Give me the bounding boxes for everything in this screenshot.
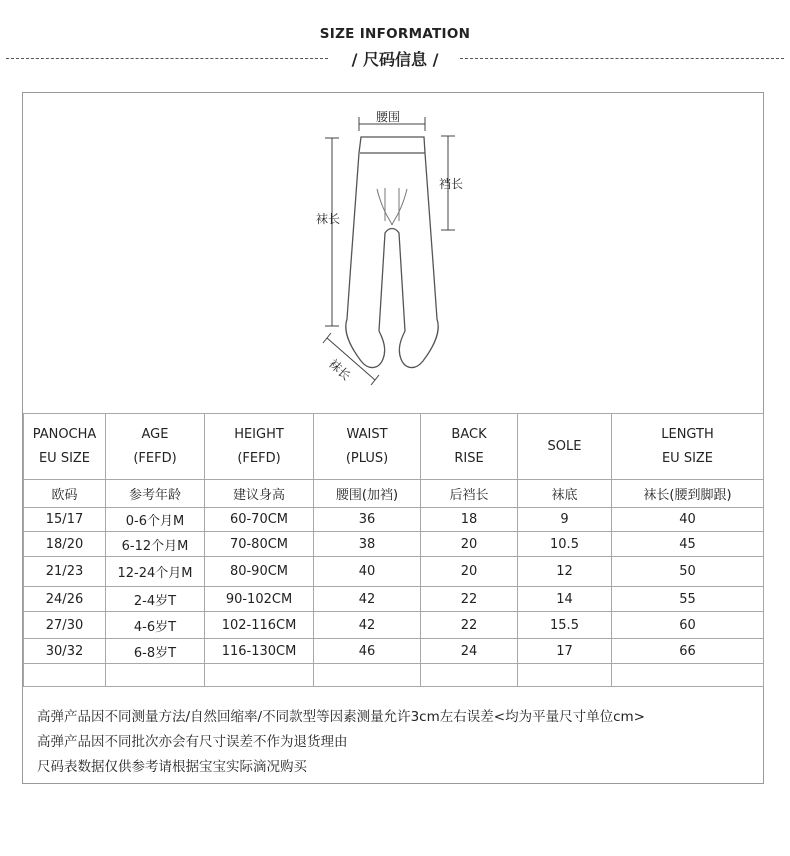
header-cell: AGE (FEFD)	[106, 414, 205, 480]
table-row	[24, 557, 764, 587]
table-cell: 0-6个月M	[106, 508, 205, 532]
header-subtitle: / 尺码信息 /	[351, 50, 439, 69]
header-cell: PANOCHA EU SIZE	[24, 414, 106, 480]
diagram-label-sole: 袜长	[326, 356, 354, 384]
table-cell: 60-70CM	[205, 508, 314, 532]
table-cell: 20	[421, 532, 518, 557]
table-cell: 30/32	[24, 639, 106, 664]
table-cell: 40	[612, 508, 764, 532]
tights-illustration	[346, 137, 438, 368]
table-cell: 38	[314, 532, 421, 557]
sole-arrow-tick-bottom	[371, 375, 379, 385]
table-cell: 14	[518, 587, 612, 612]
table-row	[24, 639, 764, 664]
table-cell: 55	[612, 587, 764, 612]
table-cell: 22	[421, 587, 518, 612]
size-table	[23, 413, 764, 687]
table-cell: 12-24个月M	[106, 557, 205, 587]
table-cell	[106, 664, 205, 687]
table-cell	[518, 664, 612, 687]
table-cell: 116-130CM	[205, 639, 314, 664]
cn-header-cell: 袜底	[518, 480, 612, 508]
table-cell: 42	[314, 587, 421, 612]
table-cell	[612, 664, 764, 687]
table-cell: 21/23	[24, 557, 106, 587]
table-cell: 18/20	[24, 532, 106, 557]
table-cell: 50	[612, 557, 764, 587]
table-cell: 17	[518, 639, 612, 664]
table-cell: 66	[612, 639, 764, 664]
note-line: 高弹产品因不同测量方法/自然回缩率/不同款型等因素测量允许3cm左右误差<均为平量尺寸单位cm>	[37, 709, 645, 725]
table-cell: 24	[421, 639, 518, 664]
table-cell: 22	[421, 612, 518, 639]
table-cell: 90-102CM	[205, 587, 314, 612]
header-cell: HEIGHT (FEFD)	[205, 414, 314, 480]
table-row-empty	[24, 664, 764, 687]
table-cell	[421, 664, 518, 687]
note-line: 尺码表数据仅供参考请根据宝宝实际滴况购买	[37, 759, 307, 775]
header-cell: WAIST (PLUS)	[314, 414, 421, 480]
table-cell: 60	[612, 612, 764, 639]
table-cell: 45	[612, 532, 764, 557]
table-cell	[205, 664, 314, 687]
header-subtitle-row	[0, 45, 790, 71]
cn-header-cell: 参考年龄	[106, 480, 205, 508]
cn-header-cell: 建议身高	[205, 480, 314, 508]
size-chart-frame	[22, 92, 764, 784]
table-row	[24, 508, 764, 532]
diagram-label-rise: 裆长	[439, 177, 464, 191]
table-cell: 102-116CM	[205, 612, 314, 639]
table-cell: 27/30	[24, 612, 106, 639]
diagram-label-waist: 腰围	[376, 110, 401, 124]
header-cell: LENGTH EU SIZE	[612, 414, 764, 480]
table-row	[24, 587, 764, 612]
cn-header-cell: 后裆长	[421, 480, 518, 508]
table-cell: 2-4岁T	[106, 587, 205, 612]
table-cell: 15/17	[24, 508, 106, 532]
table-row	[24, 532, 764, 557]
table-cell: 6-12个月M	[106, 532, 205, 557]
cn-header-cell: 欧码	[24, 480, 106, 508]
table-cell: 24/26	[24, 587, 106, 612]
table-cell: 46	[314, 639, 421, 664]
note-line: 高弹产品因不同批次亦会有尺寸误差不作为退货理由	[37, 734, 348, 750]
tights-diagram	[23, 93, 763, 413]
notes	[37, 705, 645, 780]
table-cell	[314, 664, 421, 687]
table-row	[24, 612, 764, 639]
table-cell: 80-90CM	[205, 557, 314, 587]
header-cell: SOLE	[518, 414, 612, 480]
table-cell: 42	[314, 612, 421, 639]
table-cell: 15.5	[518, 612, 612, 639]
table-cell: 6-8岁T	[106, 639, 205, 664]
table-cell: 18	[421, 508, 518, 532]
cn-header-cell: 袜长(腰到脚跟)	[612, 480, 764, 508]
diagram-label-length: 袜长	[316, 212, 341, 226]
table-header-row	[24, 414, 764, 480]
table-cell: 20	[421, 557, 518, 587]
table-cell: 36	[314, 508, 421, 532]
cn-header-cell: 腰围(加裆)	[314, 480, 421, 508]
header-cell: BACK RISE	[421, 414, 518, 480]
dashed-divider-right	[460, 58, 784, 59]
table-cell: 4-6岁T	[106, 612, 205, 639]
table-cn-header-row	[24, 480, 764, 508]
table-cell: 70-80CM	[205, 532, 314, 557]
table-cell: 12	[518, 557, 612, 587]
table-cell: 10.5	[518, 532, 612, 557]
sole-arrow-tick-top	[323, 333, 331, 343]
header-title: SIZE INFORMATION	[319, 26, 471, 42]
table-cell	[24, 664, 106, 687]
table-cell: 40	[314, 557, 421, 587]
table-cell: 9	[518, 508, 612, 532]
